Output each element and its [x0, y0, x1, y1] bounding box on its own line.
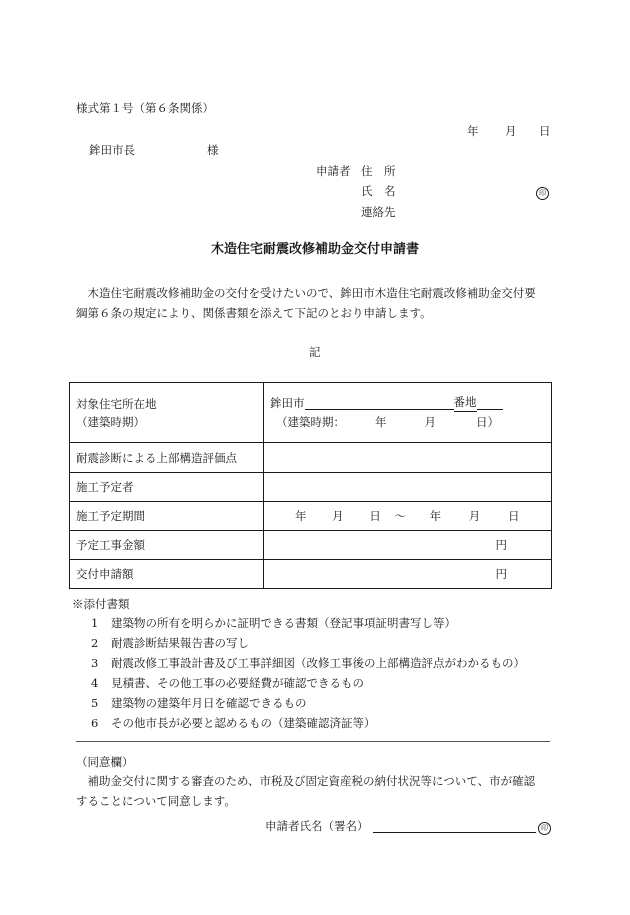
amount-label: 交付申請額: [70, 560, 264, 589]
build-month: 月: [424, 415, 436, 429]
attachment-text-1: 建築物の所有を明らかに証明できる書類（登記事項証明書写し等）: [111, 616, 456, 630]
score-value[interactable]: [264, 443, 552, 473]
cost-unit: 円: [495, 538, 507, 552]
end-day: 日: [507, 509, 520, 523]
start-month: 月: [332, 509, 344, 523]
period-value[interactable]: [264, 502, 552, 531]
period-row-label: 施工予定期間: [70, 502, 264, 531]
attachment-no-3: 3: [91, 656, 99, 670]
table-row-cost: [70, 531, 552, 560]
intro-line-2: 綱第６条の規定により、関係書類を添えて下記のとおり申請します。: [76, 306, 432, 320]
attachment-no-5: 5: [91, 696, 99, 710]
signature-seal-icon: [538, 819, 551, 835]
applicant-label: 申請者: [316, 164, 351, 178]
consent-heading: （同意欄）: [76, 755, 134, 769]
address-label: 住 所: [361, 164, 396, 178]
period-label: （建築時期）: [76, 414, 145, 429]
contact-label: 連絡先: [361, 205, 396, 219]
seal-mark: 印: [536, 187, 549, 200]
end-month: 月: [468, 509, 481, 523]
cost-value[interactable]: [264, 531, 552, 560]
attachments-heading: ※添付書類: [72, 597, 130, 611]
amount-unit: 円: [495, 567, 507, 581]
attachment-no-1: 1: [91, 616, 99, 630]
banchi-blank[interactable]: [477, 396, 503, 410]
table-row-contractor: [70, 473, 552, 502]
addressee: 鉾田市長: [89, 143, 135, 157]
build-year: 年: [375, 415, 387, 429]
table-row-period: [70, 502, 552, 531]
start-day: 日: [369, 509, 381, 523]
location-label: 対象住宅所在地: [76, 396, 157, 411]
name-label: 氏 名: [361, 184, 396, 198]
end-year: 年: [429, 509, 442, 523]
attachment-text-5: 建築物の建築年月日を確認できるもの: [111, 696, 307, 710]
application-table: [69, 382, 552, 589]
date-year: 年: [467, 124, 479, 138]
start-year: 年: [295, 509, 307, 523]
contractor-label: 施工予定者: [70, 473, 264, 502]
seal-icon: [536, 184, 549, 200]
location-label-cell: [70, 383, 264, 443]
attachment-text-4: 見積書、その他工事の必要経費が確認できるもの: [111, 676, 364, 690]
signature-label: 申請者氏名（署名）: [265, 819, 369, 833]
date-day: 日: [539, 124, 551, 138]
location-value-cell[interactable]: [264, 383, 552, 443]
attachment-text-6: その他市長が必要と認めるもの（建築確認済証等）: [111, 716, 376, 730]
table-row-score: [70, 443, 552, 473]
contractor-value[interactable]: [264, 473, 552, 502]
period-tilde: ～: [394, 509, 406, 523]
date-month: 月: [505, 124, 517, 138]
form-number: 様式第１号（第６条関係）: [76, 101, 214, 115]
city-prefix: 鉾田市: [270, 395, 305, 410]
section-divider: [76, 741, 550, 742]
score-label: 耐震診断による上部構造評価点: [70, 443, 264, 473]
attachment-text-3: 耐震改修工事設計書及び工事詳細図（改修工事後の上部構造評点がわかるもの）: [111, 656, 525, 670]
banchi-label: 番地: [454, 393, 477, 412]
cost-label: 予定工事金額: [70, 531, 264, 560]
attachment-no-2: 2: [91, 636, 99, 650]
honorific: 様: [207, 143, 219, 157]
table-row-amount: [70, 560, 552, 589]
address-blank[interactable]: [305, 396, 454, 410]
table-row-location: [70, 383, 552, 443]
attachment-no-6: 6: [91, 716, 99, 730]
document-title: 木造住宅耐震改修補助金交付申請書: [210, 242, 419, 257]
intro-line-1: 木造住宅耐震改修補助金の交付を受けたいので、鉾田市木造住宅耐震改修補助金交付要: [76, 286, 536, 300]
attachment-no-4: 4: [91, 676, 99, 690]
consent-line-2: することについて同意します。: [76, 794, 236, 808]
amount-value[interactable]: [264, 560, 552, 589]
build-day: 日）: [476, 415, 499, 429]
consent-line-1: 補助金交付に関する審査のため、市税及び固定資産税の納付状況等について、市が確認: [76, 774, 536, 788]
ki-mark: 記: [309, 345, 321, 359]
signature-field[interactable]: [373, 819, 536, 833]
build-period-open: （建築時期：: [276, 415, 345, 429]
signature-seal-mark: 印: [538, 822, 551, 835]
attachment-text-2: 耐震診断結果報告書の写し: [111, 636, 249, 650]
